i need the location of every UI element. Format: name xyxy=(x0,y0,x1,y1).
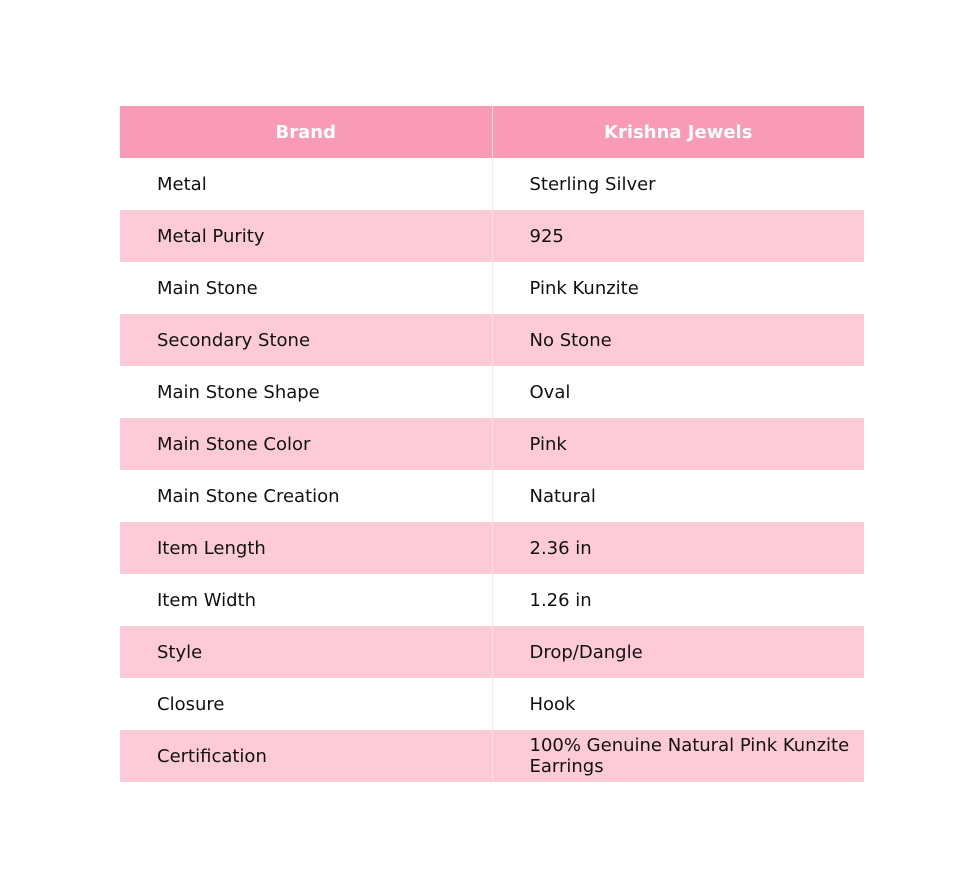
spec-value-cell: 100% Genuine Natural Pink Kunzite Earrings xyxy=(492,730,864,782)
table-row xyxy=(120,470,864,522)
header-key-cell: Brand xyxy=(120,106,492,158)
table-row xyxy=(120,366,864,418)
spec-key-cell: Main Stone Creation xyxy=(120,470,492,522)
header-value-cell: Krishna Jewels xyxy=(492,106,864,158)
table-row xyxy=(120,730,864,782)
spec-value-cell: 1.26 in xyxy=(492,574,864,626)
spec-key-cell: Main Stone Color xyxy=(120,418,492,470)
table-row xyxy=(120,158,864,210)
product-spec-table xyxy=(120,106,864,782)
spec-value-cell: Oval xyxy=(492,366,864,418)
spec-key-cell: Item Width xyxy=(120,574,492,626)
spec-key-cell: Metal xyxy=(120,158,492,210)
table-row xyxy=(120,314,864,366)
spec-key-cell: Item Length xyxy=(120,522,492,574)
table-row xyxy=(120,626,864,678)
spec-value-cell: Drop/Dangle xyxy=(492,626,864,678)
spec-key-cell: Closure xyxy=(120,678,492,730)
spec-value-cell: Pink xyxy=(492,418,864,470)
spec-value-cell: No Stone xyxy=(492,314,864,366)
table-row xyxy=(120,210,864,262)
spec-table-header xyxy=(120,106,864,158)
spec-value-cell: Pink Kunzite xyxy=(492,262,864,314)
spec-value-cell: Hook xyxy=(492,678,864,730)
table-row xyxy=(120,418,864,470)
spec-key-cell: Main Stone xyxy=(120,262,492,314)
spec-key-cell: Secondary Stone xyxy=(120,314,492,366)
spec-key-cell: Style xyxy=(120,626,492,678)
spec-value-cell: 925 xyxy=(492,210,864,262)
table-row xyxy=(120,574,864,626)
spec-value-cell: Natural xyxy=(492,470,864,522)
table-row xyxy=(120,522,864,574)
spec-value-cell: 2.36 in xyxy=(492,522,864,574)
spec-value-cell: Sterling Silver xyxy=(492,158,864,210)
table-row xyxy=(120,678,864,730)
spec-key-cell: Metal Purity xyxy=(120,210,492,262)
spec-key-cell: Main Stone Shape xyxy=(120,366,492,418)
spec-key-cell: Certification xyxy=(120,730,492,782)
table-row xyxy=(120,262,864,314)
spec-table-body xyxy=(120,158,864,782)
header-row xyxy=(120,106,864,158)
